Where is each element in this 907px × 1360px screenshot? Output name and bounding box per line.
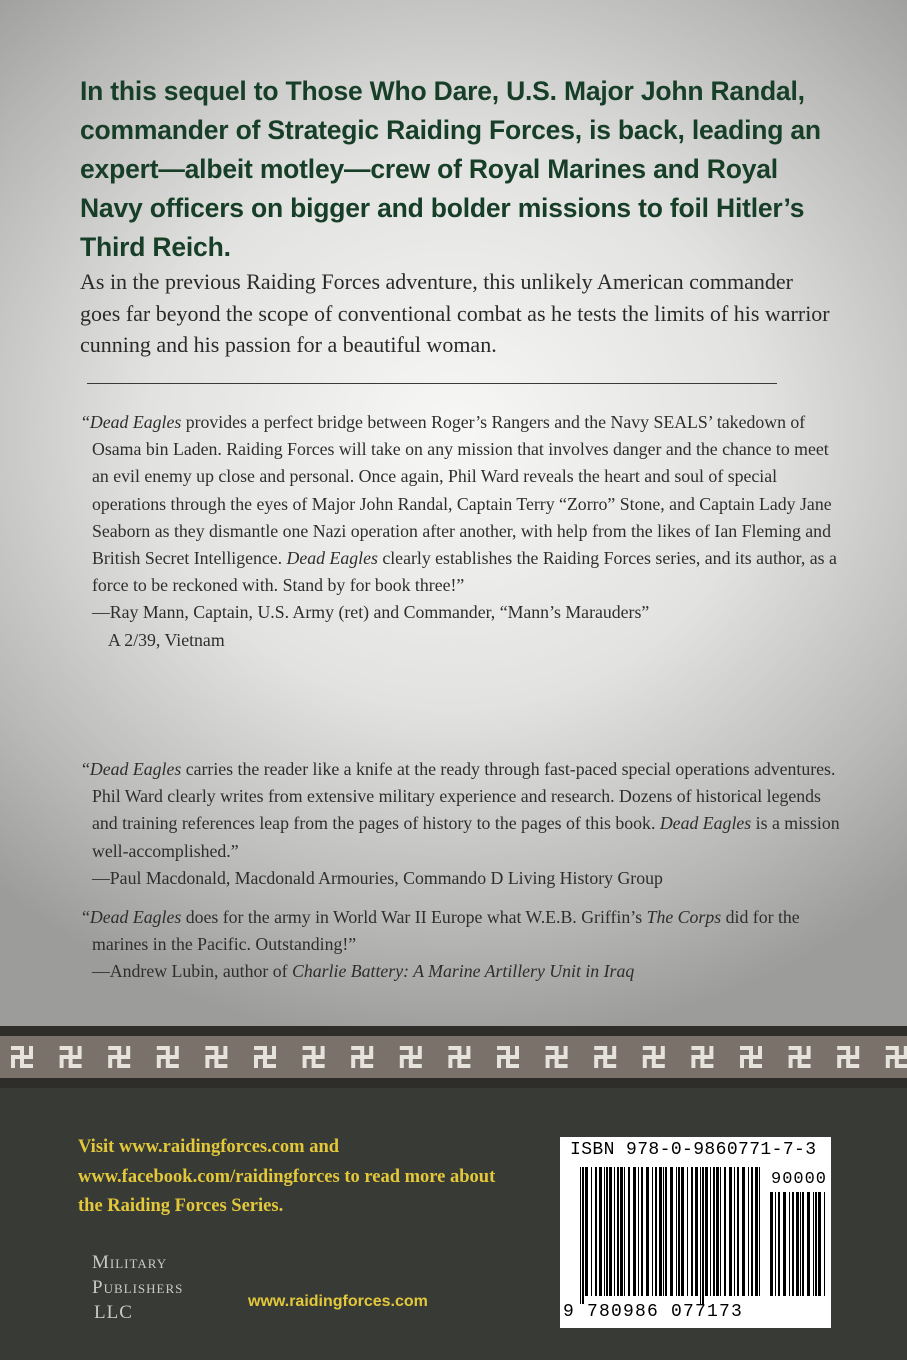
barcode-bar	[681, 1167, 684, 1296]
barcode-bar	[800, 1192, 801, 1296]
barcode-bar	[609, 1167, 612, 1296]
barcode-bar	[818, 1192, 821, 1296]
barcode-bar	[595, 1167, 597, 1296]
quote-body: “Dead Eagles carries the reader like a knife at the ready through fast-paced special operations adventures. Phil Ward clearly writes from extensive military experience and research. Dozens of historical legends and training references leap from the pages of history to the pages of this book. Dead Eagles is a mission well-accomplished.”	[82, 759, 840, 861]
book-title: Dead Eagles	[89, 907, 182, 927]
website-url: www.raidingforces.com	[248, 1293, 428, 1310]
book-title: Dead Eagles	[659, 813, 752, 834]
price-code: 90000	[771, 1170, 828, 1189]
visit-website-text: Visit www.raidingforces.com and www.facebook.com/raidingforces to read more about the Raiding Forces Series.	[78, 1137, 496, 1216]
barcode-bar	[783, 1192, 786, 1296]
barcode-bar	[620, 1167, 623, 1296]
barcode-bar	[614, 1167, 615, 1296]
book-title: Charlie Battery: A Marine Artillery Unit in Iraq	[292, 961, 635, 982]
barcode-bar	[663, 1167, 664, 1296]
quote-attribution: —Paul Macdonald, Macdonald Armouries, Commando D Living History Group	[92, 867, 663, 888]
barcode-bar	[742, 1167, 745, 1296]
barcode-bar	[751, 1167, 753, 1296]
barcode-bar	[759, 1167, 760, 1296]
book-title: Dead Eagles	[89, 759, 182, 779]
barcode-bar	[713, 1167, 715, 1296]
quote-attribution: —Ray Mann, Captain, U.S. Army (ret) and Commander, “Mann’s Marauders”	[92, 602, 650, 623]
book-title: Dead Eagles	[89, 412, 182, 432]
barcode-bar	[729, 1167, 732, 1296]
quote-body: “Dead Eagles provides a perfect bridge between Roger’s Rangers and the Navy SEALS’ takedown of Osama bin Laden. Raiding Forces will take on any mission that involves danger and the chance to meet an evil enemy up close and personal. Once again, Phil Ward reveals the heart and soul of special operations through the eyes of Major John Randal, Captain Terry “Zorro” Stone, and Captain Lady Jane Seaborn as they dismantle one Nazi operation after another, with help from the likes of Ian Fleming and British Secret Intelligence. Dead Eagles clearly establishes the Raiding Forces series, and its author, as a force to be reckoned with. Stand by for book three!”	[82, 412, 837, 596]
barcode-bar	[638, 1167, 639, 1296]
barcode-bar	[792, 1192, 794, 1296]
quote-body: “Dead Eagles does for the army in World War II Europe what W.E.B. Griffin’s The Corps did for the marines in the Pacific. Outstanding!”	[82, 907, 800, 955]
barcode-bar	[748, 1167, 749, 1296]
barcode-bar	[604, 1167, 605, 1296]
barcode-bar	[687, 1167, 688, 1296]
barcode-bar	[665, 1167, 667, 1296]
barcode-bar	[670, 1167, 673, 1296]
intro-paragraph: As in the previous Raiding Forces adventure, this unlikely American commander goes far beyond the scope of conventional combat as he tests the limits of his warrior cunning and his passion for a beautiful woman.	[80, 269, 830, 357]
barcode-bar	[599, 1167, 602, 1296]
barcode-bar	[789, 1192, 790, 1296]
barcode-bar	[628, 1167, 630, 1296]
barcode-bar	[691, 1167, 693, 1296]
barcode-bar	[582, 1167, 584, 1304]
barcode-bar	[775, 1192, 776, 1296]
barcode-bar	[813, 1192, 814, 1296]
barcode-digits: 9 780986 077173	[563, 1302, 744, 1322]
barcode-bar	[815, 1192, 817, 1296]
barcode-bar	[641, 1167, 643, 1296]
headline: In this sequel to Those Who Dare, U.S. Major John Randal, commander of Strategic Raiding Forces, is back, leading an expert—albeit motley—crew of Royal Marines and Royal Navy officers on bigger and bolder missions to foil Hitler’s Third Reich.	[80, 76, 821, 262]
barcode-bar	[633, 1167, 636, 1296]
isbn-text: ISBN 978-0-9860771-7-3	[570, 1140, 817, 1160]
barcode-bar	[796, 1192, 799, 1296]
barcode-bar	[710, 1167, 711, 1296]
barcode-bar	[606, 1167, 608, 1296]
book-title: Dead Eagles	[286, 548, 378, 569]
barcode-bar	[705, 1167, 708, 1296]
barcode-bar	[802, 1192, 804, 1296]
quote-attribution: —Andrew Lubin, author of Charlie Battery: A Marine Artillery Unit in Iraq	[92, 961, 635, 982]
barcode-bar	[655, 1167, 657, 1296]
barcode-bar	[702, 1167, 704, 1304]
barcode-bar	[755, 1167, 758, 1296]
barcode-bar	[580, 1167, 581, 1304]
barcode-bar	[624, 1167, 625, 1296]
barcode-bar	[724, 1167, 726, 1296]
barcode-bar	[652, 1167, 653, 1296]
barcode-bar	[734, 1167, 735, 1296]
barcode-bar	[695, 1167, 698, 1296]
publisher-logo-line: Military	[92, 1252, 168, 1273]
barcode-bar	[700, 1167, 701, 1304]
barcode-bar	[591, 1167, 592, 1296]
barcode-bar	[617, 1167, 619, 1296]
book-title: The Corps	[646, 907, 722, 927]
barcode-bar	[646, 1167, 649, 1296]
barcode-bar	[678, 1167, 680, 1296]
publisher-logo-line: Publishers	[92, 1277, 184, 1298]
barcode-bar	[807, 1192, 810, 1296]
barcode-bar	[778, 1192, 780, 1296]
barcode-bar	[585, 1167, 588, 1296]
barcode-bar	[716, 1167, 719, 1296]
barcode-bar	[720, 1167, 721, 1296]
barcode-bar	[659, 1167, 662, 1296]
barcode-bar	[676, 1167, 677, 1296]
barcode-bar	[770, 1192, 773, 1296]
quote-attribution-line-2: A 2/39, Vietnam	[108, 629, 225, 650]
publisher-logo-line: LLC	[94, 1302, 133, 1323]
barcode-bar	[824, 1192, 825, 1296]
barcode-bar	[737, 1167, 739, 1296]
